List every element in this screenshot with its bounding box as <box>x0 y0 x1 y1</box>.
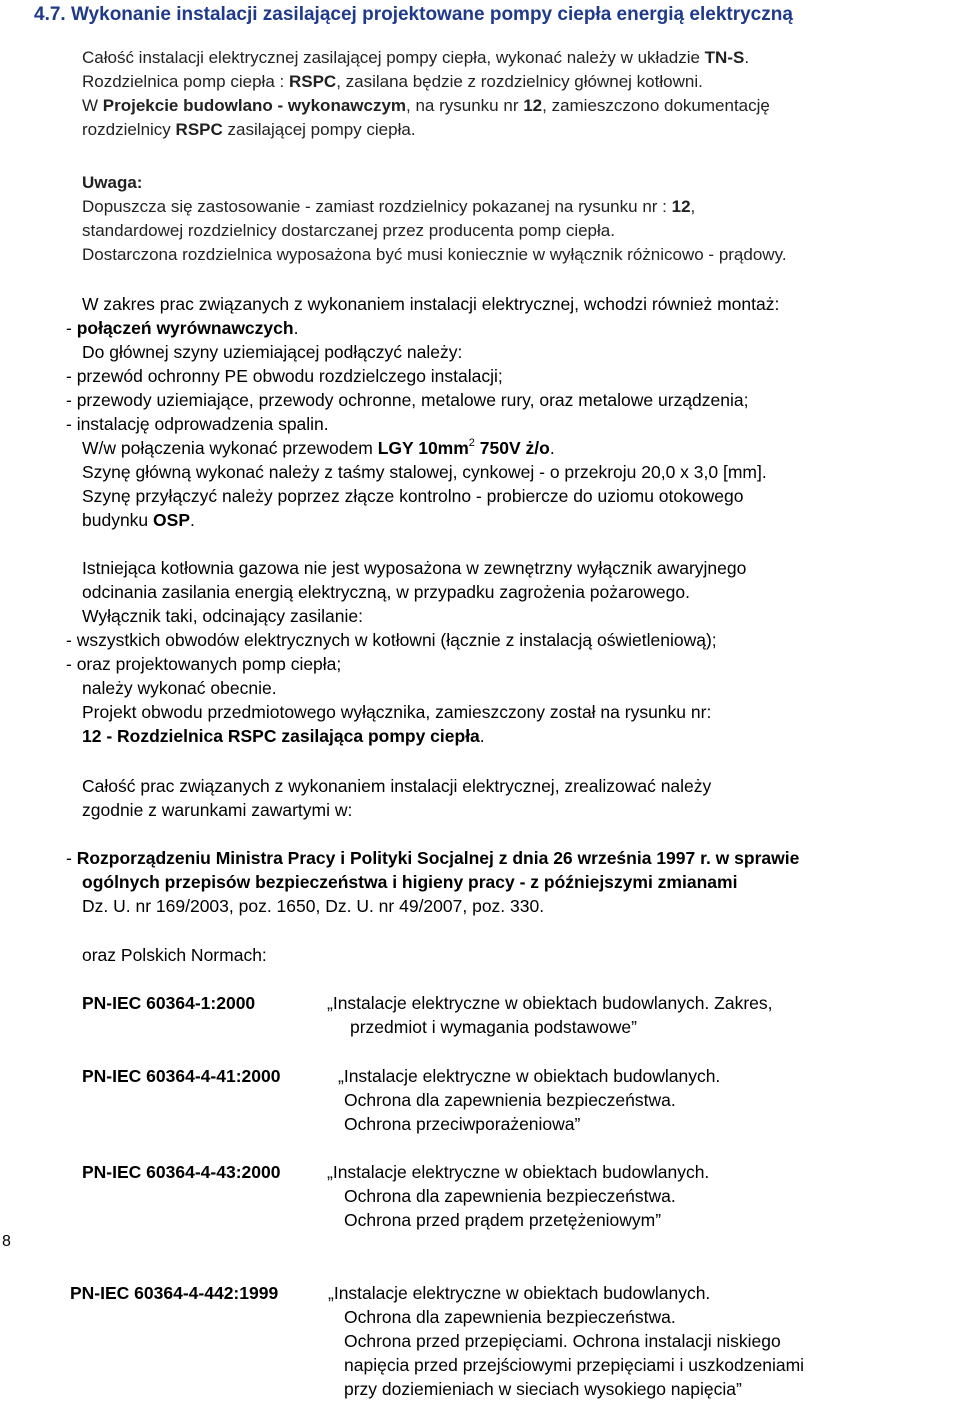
list-item: - oraz projektowanych pomp ciepła; <box>66 654 342 674</box>
regulation-title: - Rozporządzeniu Ministra Pracy i Polityki Socjalnej z dnia 26 września 1997 r. w sprawie <box>66 848 800 868</box>
text-line: Szynę główną wykonać należy z taśmy stalowej, cynkowej - o przekroju 20,0 x 3,0 [mm]. <box>82 462 767 482</box>
list-item: - instalację odprowadzenia spalin. <box>66 414 329 434</box>
list-item: - wszystkich obwodów elektrycznych w kotłowni (łącznie z instalacją oświetleniową); <box>66 630 717 650</box>
section-heading: 4.7. Wykonanie instalacji zasilającej projektowane pompy ciepła energią elektryczną <box>34 4 793 25</box>
text-line: Rozdzielnica pomp ciepła : RSPC, zasilana będzie z rozdzielnicy głównej kotłowni. <box>82 72 703 91</box>
text-line: W/w połączenia wykonać przewodem LGY $10mm^2$ 750V ż/o. <box>82 437 555 458</box>
note-label: Uwaga: <box>82 173 143 192</box>
boiler-room-block <box>66 556 951 748</box>
text-line: Projekt obwodu przedmiotowego wyłącznika, zamieszczony został na rysunku nr: <box>82 702 712 722</box>
standard-description: „Instalacje elektryczne w obiektach budowlanych. Ochrona dla zapewnienia bezpieczeństwa. Ochrona przed przepięciami. Ochrona instalacji niskiego napięcia przed przejściowymi przepięciami i uszkodzeniami przy doziemieniach w sieciach wysokiego napięcia” <box>328 1283 805 1399</box>
text-line: Całość instalacji elektrycznej zasilającej pompy ciepła, wykonać należy w układzie TN-S. <box>82 48 750 67</box>
text-line: 12 - Rozdzielnica RSPC zasilająca pompy ciepła. <box>82 726 485 746</box>
text-line: rozdzielnicy RSPC zasilającej pompy ciepła. <box>82 120 416 139</box>
text-line: Dostarczona rozdzielnica wyposażona być musi koniecznie w wyłącznik różnicowo - prądowy. <box>82 245 787 264</box>
standard-description: „Instalacje elektryczne w obiektach budowlanych. Ochrona dla zapewnienia bezpieczeństwa. Ochrona przed prądem przetężeniowym” <box>327 1162 710 1230</box>
text-line: W zakres prac związanych z wykonaniem instalacji elektrycznej, wchodzi również montaż: <box>82 294 780 314</box>
text-line: należy wykonać obecnie. <box>82 678 277 698</box>
text-line: Istniejąca kotłownia gazowa nie jest wyposażona w zewnętrzny wyłącznik awaryjnego <box>82 558 747 578</box>
intro-paragraph <box>82 46 960 142</box>
standard-code: PN-IEC 60364-4-442:1999 <box>70 1283 279 1303</box>
list-item: - przewód ochronny PE obwodu rozdzielczego instalacji; <box>66 366 503 386</box>
standard-code: PN-IEC 60364-1:2000 <box>82 993 256 1013</box>
text-line: Wyłącznik taki, odcinający zasilanie: <box>82 606 363 626</box>
text-line: Do głównej szyny uziemiającej podłączyć należy: <box>82 342 463 362</box>
text-line: standardowej rozdzielnicy dostarczanej przez producenta pomp ciepła. <box>82 221 615 240</box>
text-line: W Projekcie budowlano - wykonawczym, na rysunku nr 12, zamieszczono dokumentację <box>82 96 770 115</box>
text-line: Całość prac związanych z wykonaniem instalacji elektrycznej, zrealizować należy <box>82 776 712 796</box>
text-line: oraz Polskich Normach: <box>82 945 267 965</box>
standards-intro <box>82 943 960 967</box>
note-block <box>82 171 960 267</box>
standard-code: PN-IEC 60364-4-43:2000 <box>82 1162 281 1182</box>
text-line: budynku OSP. <box>82 510 195 530</box>
standard-code: PN-IEC 60364-4-41:2000 <box>82 1066 281 1086</box>
text-line: zgodnie z warunkami zawartymi w: <box>82 800 353 820</box>
compliance-block <box>82 774 960 822</box>
scope-block <box>66 292 951 532</box>
text-line: - połączeń wyrównawczych. <box>66 318 299 338</box>
standard-description: „Instalacje elektryczne w obiektach budowlanych. Ochrona dla zapewnienia bezpieczeństwa. Ochrona przeciwporażeniowa” <box>338 1066 721 1134</box>
text-line: Dopuszcza się zastosowanie - zamiast rozdzielnicy pokazanej na rysunku nr : 12, <box>82 197 696 216</box>
text-line: odcinania zasilania energią elektryczną, w przypadku zagrożenia pożarowego. <box>82 582 690 602</box>
regulation-block <box>66 846 951 918</box>
standard-description: „Instalacje elektryczne w obiektach budowlanych. Zakres, przedmiot i wymagania podstawowe” <box>327 993 773 1037</box>
regulation-title-cont: ogólnych przepisów bezpieczeństwa i higieny pracy - z późniejszymi zmianami <box>82 872 738 892</box>
list-item: - przewody uziemiające, przewody ochronne, metalowe rury, oraz metalowe urządzenia; <box>66 390 749 410</box>
text-line: Szynę przyłączyć należy poprzez złącze kontrolno - probiercze do uziomu otokowego <box>82 486 744 506</box>
page-number: 8 <box>2 1233 11 1250</box>
text-line: Dz. U. nr 169/2003, poz. 1650, Dz. U. nr 49/2007, poz. 330. <box>82 896 545 916</box>
